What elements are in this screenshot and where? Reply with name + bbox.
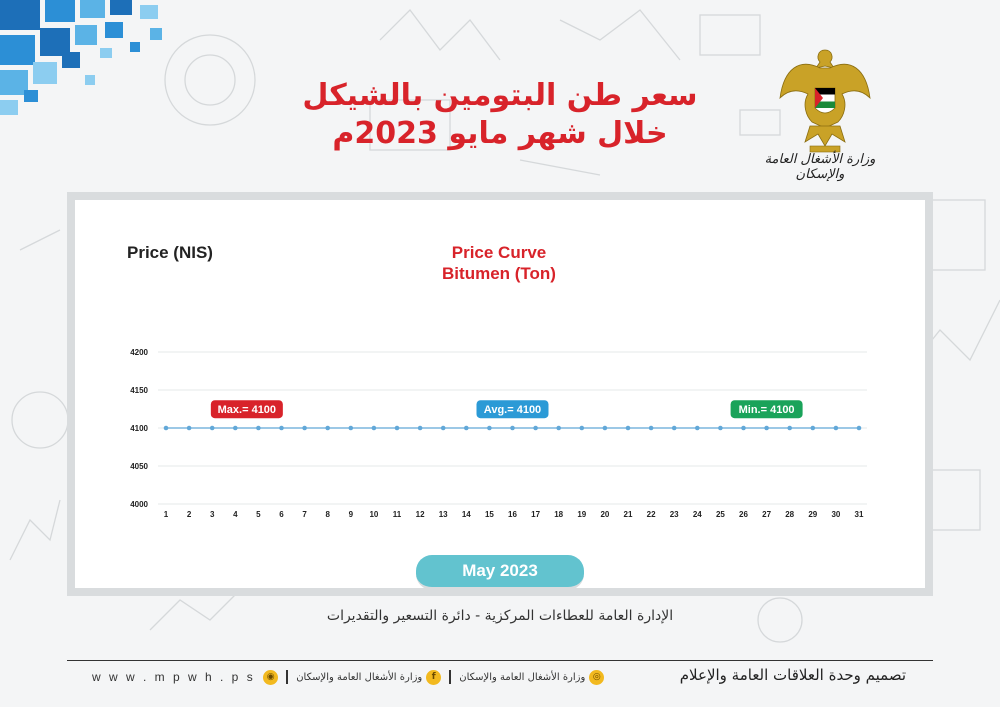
facebook-name: وزارة الأشغال العامة والإسكان: [296, 671, 423, 683]
y-tick-label: 4200: [130, 348, 148, 357]
data-point: [718, 426, 723, 431]
data-point: [510, 426, 515, 431]
x-tick-label: 18: [554, 510, 564, 519]
annotation-badge: [211, 400, 283, 418]
x-tick-label: 22: [646, 510, 656, 519]
data-point: [210, 426, 215, 431]
x-tick-label: 19: [577, 510, 587, 519]
x-tick-label: 26: [739, 510, 748, 519]
x-tick-label: 27: [762, 510, 772, 519]
x-tick-label: 21: [623, 510, 633, 519]
y-tick-label: 4100: [130, 424, 148, 433]
facebook-link[interactable]: [296, 670, 441, 685]
x-tick-label: 6: [279, 510, 284, 519]
data-point: [187, 426, 192, 431]
data-point: [857, 426, 862, 431]
ministry-logo-text: وزارة الأشغال العامة والإسكان: [764, 152, 876, 182]
y-tick-labels: [130, 348, 148, 509]
data-point: [741, 426, 746, 431]
data-point: [325, 426, 330, 431]
data-point: [256, 426, 261, 431]
data-point: [164, 426, 169, 431]
instagram-link[interactable]: [459, 670, 604, 685]
footer-divider: [67, 660, 933, 661]
data-point: [441, 426, 446, 431]
price-line-chart: [67, 192, 933, 596]
x-tick-label: 16: [508, 510, 517, 519]
headline-line-2: خلال شهر مايو 2023م: [332, 116, 668, 151]
data-point: [418, 426, 423, 431]
y-tick-label: 4150: [130, 386, 148, 395]
x-tick-label: 15: [484, 510, 494, 519]
department-name: الإدارة العامة للعطاءات المركزية - دائرة التسعير والتقديرات: [326, 608, 674, 624]
data-point: [302, 426, 307, 431]
data-point: [787, 426, 792, 431]
footer-social: [92, 667, 604, 687]
x-tick-label: 3: [209, 510, 215, 519]
data-point: [672, 426, 677, 431]
month-label: May 2023: [416, 555, 584, 590]
x-tick-label: 14: [461, 510, 471, 519]
annotation-label: Max.= 4100: [217, 404, 277, 417]
x-tick-label: 9: [348, 510, 354, 519]
x-tick-label: 8: [325, 510, 330, 519]
instagram-icon: ◎: [589, 670, 604, 685]
x-tick-label: 28: [785, 510, 795, 519]
globe-icon: ◉: [263, 670, 278, 685]
x-tick-label: 23: [669, 510, 679, 519]
design-credit: تصميم وحدة العلاقات العامة والإعلام: [679, 666, 906, 684]
x-tick-label: 29: [808, 510, 818, 519]
annotation-label: Min.= 4100: [738, 404, 795, 417]
corner-pixel-decoration: [0, 0, 210, 130]
data-point: [487, 426, 492, 431]
annotations: [211, 400, 803, 418]
annotation-badge: [731, 400, 803, 418]
x-tick-labels: [164, 510, 864, 519]
headline-line-1: سعر طن البتومين بالشيكل: [302, 78, 698, 113]
data-point: [695, 426, 700, 431]
data-point: [649, 426, 654, 431]
footer-separator: [449, 670, 451, 684]
data-point: [349, 426, 354, 431]
instagram-name: وزارة الأشغال العامة والإسكان: [459, 671, 586, 683]
data-point: [603, 426, 608, 431]
data-point: [580, 426, 585, 431]
x-tick-label: 5: [256, 510, 261, 519]
x-tick-label: 25: [715, 510, 725, 519]
data-point: [372, 426, 377, 431]
data-point: [764, 426, 769, 431]
annotation-label: Avg.= 4100: [483, 404, 542, 417]
x-tick-label: 10: [369, 510, 379, 519]
y-axis-label: Price (NIS): [127, 243, 213, 262]
x-tick-label: 24: [692, 510, 702, 519]
data-point: [626, 426, 631, 431]
x-tick-label: 11: [392, 510, 402, 519]
data-point: [395, 426, 400, 431]
chart-subtitle: Bitumen (Ton): [442, 264, 556, 283]
x-tick-label: 7: [302, 510, 307, 519]
x-tick-label: 1: [163, 510, 169, 519]
annotation-badge: [477, 400, 549, 418]
data-point: [834, 426, 839, 431]
chart-title: Price Curve: [451, 243, 547, 262]
x-tick-label: 20: [600, 510, 610, 519]
x-tick-label: 4: [233, 510, 238, 519]
data-point: [811, 426, 816, 431]
palestine-eagle-emblem-icon: [770, 38, 880, 158]
y-tick-label: 4050: [130, 462, 148, 471]
data-point: [233, 426, 238, 431]
data-point: [279, 426, 284, 431]
footer-separator: [286, 670, 288, 684]
x-tick-label: 13: [438, 510, 448, 519]
website-link[interactable]: w w w . m p w h . p s: [92, 670, 256, 684]
x-tick-label: 30: [831, 510, 841, 519]
data-point: [556, 426, 561, 431]
x-tick-label: 17: [531, 510, 541, 519]
x-tick-label: 31: [854, 510, 864, 519]
x-tick-label: 2: [186, 510, 192, 519]
y-tick-label: 4000: [130, 500, 148, 509]
data-point: [464, 426, 469, 431]
data-point: [533, 426, 538, 431]
x-tick-label: 12: [415, 510, 425, 519]
facebook-icon: f: [426, 670, 441, 685]
